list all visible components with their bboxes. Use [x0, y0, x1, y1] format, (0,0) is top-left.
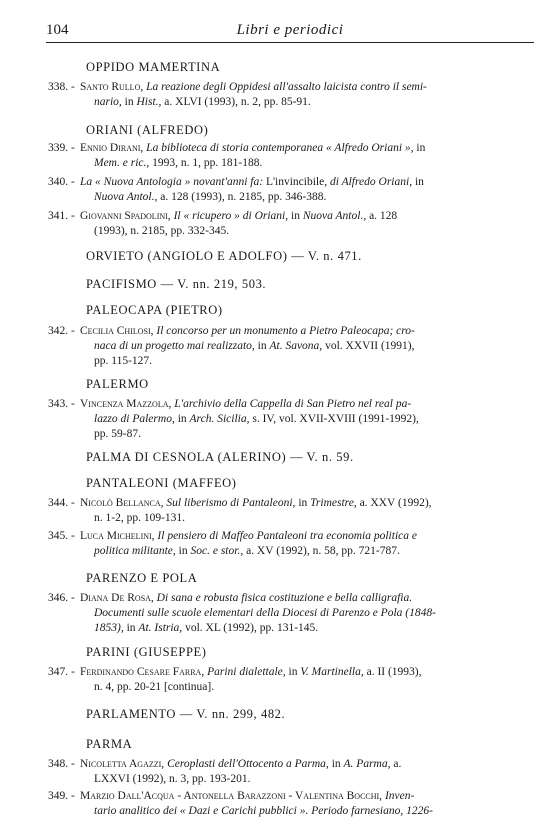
section-heading: PALERMO [86, 377, 149, 391]
entry-title-text: L'archivio della Cappella di San Pietro nel real pa- [174, 398, 412, 410]
entry-number: 339. - [48, 142, 75, 154]
entry-line [48, 606, 520, 621]
entry-title-text: politica militante, [94, 545, 176, 557]
section-heading: ORVIETO (ANGIOLO E ADOLFO) — V. n. 471. [86, 249, 362, 263]
entry-number: 346. - [48, 592, 75, 604]
entry-title-text: Inven- [384, 790, 415, 802]
entry-text: a. XXV (1992), [356, 497, 432, 509]
entry-number: 342. - [48, 325, 75, 337]
entry-text: pp. 115-127. [94, 355, 153, 367]
entry-text: in [328, 758, 344, 770]
entry-author: Nicolò Bellanca, [80, 497, 164, 509]
entry-line [48, 529, 520, 544]
section-heading: PALEOCAPA (PIETRO) [86, 303, 223, 317]
entry-line [48, 339, 520, 354]
entry-text: in [123, 622, 139, 634]
entry-title-text: Mem. e ric., [94, 157, 150, 169]
entry-title-text: Il « ricupero » di Oriani, [173, 210, 289, 222]
entry-author: Nicoletta Agazzi, [80, 758, 165, 770]
entry-line [48, 621, 520, 636]
entry-number: 348. - [48, 758, 75, 770]
entry-title-text: Sul liberismo di Pantaleoni, [166, 497, 296, 509]
entry-title-text: La biblioteca di storia contemporanea « Alfredo Oriani », [146, 142, 414, 154]
entry-number: 347. - [48, 666, 75, 678]
bibliography-entry [48, 496, 520, 526]
entry-text: pp. 59-87. [94, 428, 141, 440]
running-title: Libri e periodici [236, 22, 344, 38]
entry-line [48, 511, 520, 526]
entry-text: (1993), n. 2185, pp. 332-345. [94, 225, 230, 237]
entry-title-text: Parini dialettale, [207, 666, 286, 678]
entry-text: L'invincibile, [263, 176, 330, 188]
entry-text: in [412, 176, 424, 188]
bibliography-entry [48, 789, 520, 819]
running-header [46, 22, 534, 43]
entry-text: in [285, 666, 301, 678]
entry-author: Vincenza Mazzola, [80, 398, 172, 410]
entry-title-text: lazzo di Palermo, [94, 413, 175, 425]
entry-line [48, 789, 520, 804]
entry-text: 1993, n. 1, pp. 181-188. [149, 157, 263, 169]
entry-line [48, 757, 520, 772]
entry-number: 341. - [48, 210, 75, 222]
bibliography-entry [48, 324, 520, 369]
section-heading: PARENZO E POLA [86, 571, 198, 585]
entry-text: n. 4, pp. 20-21 [continua]. [94, 681, 215, 693]
section-heading: PALMA DI CESNOLA (ALERINO) — V. n. 59. [86, 450, 354, 464]
entry-line [48, 591, 520, 606]
entry-title-text: naca di un progetto mai realizzato, [94, 340, 255, 352]
entry-text: a. 128 [366, 210, 398, 222]
entry-line [48, 156, 520, 171]
entry-text: in [413, 142, 426, 154]
entry-number: 349. - [48, 790, 75, 802]
entry-text: LXXVI (1992), n. 3, pp. 193-201. [94, 773, 251, 785]
entry-text: in [288, 210, 303, 222]
entry-title-text: Nuova Antol., [94, 191, 158, 203]
entry-line [48, 397, 520, 412]
entry-title-text: Nuova Antol., [302, 210, 367, 222]
entry-text: a. II (1993), [363, 666, 422, 678]
entry-text: in [175, 545, 191, 557]
entry-title-text: 1853), [94, 622, 124, 634]
page-number: 104 [46, 22, 69, 38]
entry-line [48, 412, 520, 427]
entry-author: Luca Michelini, [80, 530, 155, 542]
entry-number: 340. - [48, 176, 75, 188]
entry-line [48, 175, 520, 190]
entry-line [48, 95, 520, 110]
entry-title-text: La « Nuova Antologia » novant'anni fa: [80, 176, 264, 188]
section-heading: PARINI (GIUSEPPE) [86, 645, 207, 659]
entry-author: Giovanni Spadolini, [80, 210, 171, 222]
entry-line [48, 496, 520, 511]
bibliography-entry [48, 397, 520, 442]
entry-text: n. 1-2, pp. 109-131. [94, 512, 186, 524]
bibliography-entry [48, 529, 520, 559]
bibliography-entry [48, 80, 520, 110]
entry-author: Marzio Dall'Acqua - Antonella Barazzoni - Valentina Bocchi, [80, 790, 383, 802]
entry-line [48, 665, 520, 680]
entry-text: in [254, 340, 270, 352]
entry-author: Cecilia Chilosi, [80, 325, 154, 337]
entry-line [48, 427, 520, 442]
entry-title-text: La reazione degli Oppidesi all'assalto laicista contro il semi- [146, 81, 427, 93]
entry-line [48, 354, 520, 369]
bibliography-entry [48, 175, 520, 205]
entry-title-text: Il concorso per un monumento a Pietro Paleocapa; cro- [156, 325, 415, 337]
entry-author: Diana De Rosa, [80, 592, 154, 604]
section-heading: PACIFISMO — V. nn. 219, 503. [86, 277, 267, 291]
bibliography-entry [48, 757, 520, 787]
section-heading: OPPIDO MAMERTINA [86, 60, 221, 74]
entry-line [48, 804, 520, 819]
entry-title-text: At. Istria, [138, 622, 183, 634]
section-heading: PANTALEONI (MAFFEO) [86, 476, 237, 490]
entry-title-text: Di sana e robusta fisica costituzione e bella calligrafia. [156, 592, 413, 604]
entry-text: in [174, 413, 190, 425]
entry-line [48, 190, 520, 205]
entry-line [48, 209, 520, 224]
entry-line [48, 324, 520, 339]
entry-text: s. IV, vol. XVII-XVIII (1991-1992), [249, 413, 419, 425]
entry-title-text: V. Martinella, [300, 666, 364, 678]
section-heading: ORIANI (ALFREDO) [86, 123, 209, 137]
bibliography-entry [48, 665, 520, 695]
entry-line [48, 544, 520, 559]
bibliography-entry [48, 209, 520, 239]
entry-number: 338. - [48, 81, 75, 93]
section-heading: PARMA [86, 737, 133, 751]
entry-title-text: Documenti sulle scuole elementari della Diocesi di Parenzo e Pola (1848- [94, 607, 436, 619]
entry-line [48, 80, 520, 95]
entry-title-text: tario analitico dei « Dazi e Carichi pubblici ». Periodo farnesiano, 1226- [94, 805, 433, 817]
entry-text: a. 128 (1993), n. 2185, pp. 346-388. [157, 191, 327, 203]
entry-number: 343. - [48, 398, 75, 410]
entry-title-text: Ceroplasti dell'Ottocento a Parma, [167, 758, 329, 770]
entry-title-text: Hist., [136, 96, 162, 108]
section-heading: PARLAMENTO — V. nn. 299, 482. [86, 707, 286, 721]
entry-title-text: nario, [94, 96, 122, 108]
entry-text: a. XLVI (1993), n. 2, pp. 85-91. [161, 96, 311, 108]
entry-title-text: Trimestre, [310, 497, 357, 509]
entry-number: 345. - [48, 530, 75, 542]
entry-text: in [121, 96, 137, 108]
entry-title-text: At. Savona, [269, 340, 323, 352]
entry-line [48, 772, 520, 787]
bibliography-entry [48, 591, 520, 636]
entry-number: 344. - [48, 497, 75, 509]
entry-author: Ferdinando Cesare Farra, [80, 666, 205, 678]
entry-text: a. [390, 758, 402, 770]
entry-title-text: A. Parma, [343, 758, 391, 770]
entry-text: vol. XL (1992), pp. 131-145. [182, 622, 319, 634]
entry-author: Santo Rullo, [80, 81, 144, 93]
entry-text: a. XV (1992), n. 58, pp. 721-787. [243, 545, 400, 557]
bibliography-entry [48, 141, 520, 171]
entry-title-text: Il pensiero di Maffeo Pantaleoni tra economia politica e [157, 530, 417, 542]
entry-text: vol. XXVII (1991), [322, 340, 415, 352]
entry-author: Ennio Dirani, [80, 142, 144, 154]
entry-line [48, 224, 520, 239]
entry-title-text: Arch. Sicilia, [189, 413, 250, 425]
entry-title-text: di Alfredo Oriani, [329, 176, 413, 188]
entry-text: in [295, 497, 311, 509]
entry-title-text: Soc. e stor., [190, 545, 244, 557]
entry-line [48, 141, 520, 156]
entry-line [48, 680, 520, 695]
